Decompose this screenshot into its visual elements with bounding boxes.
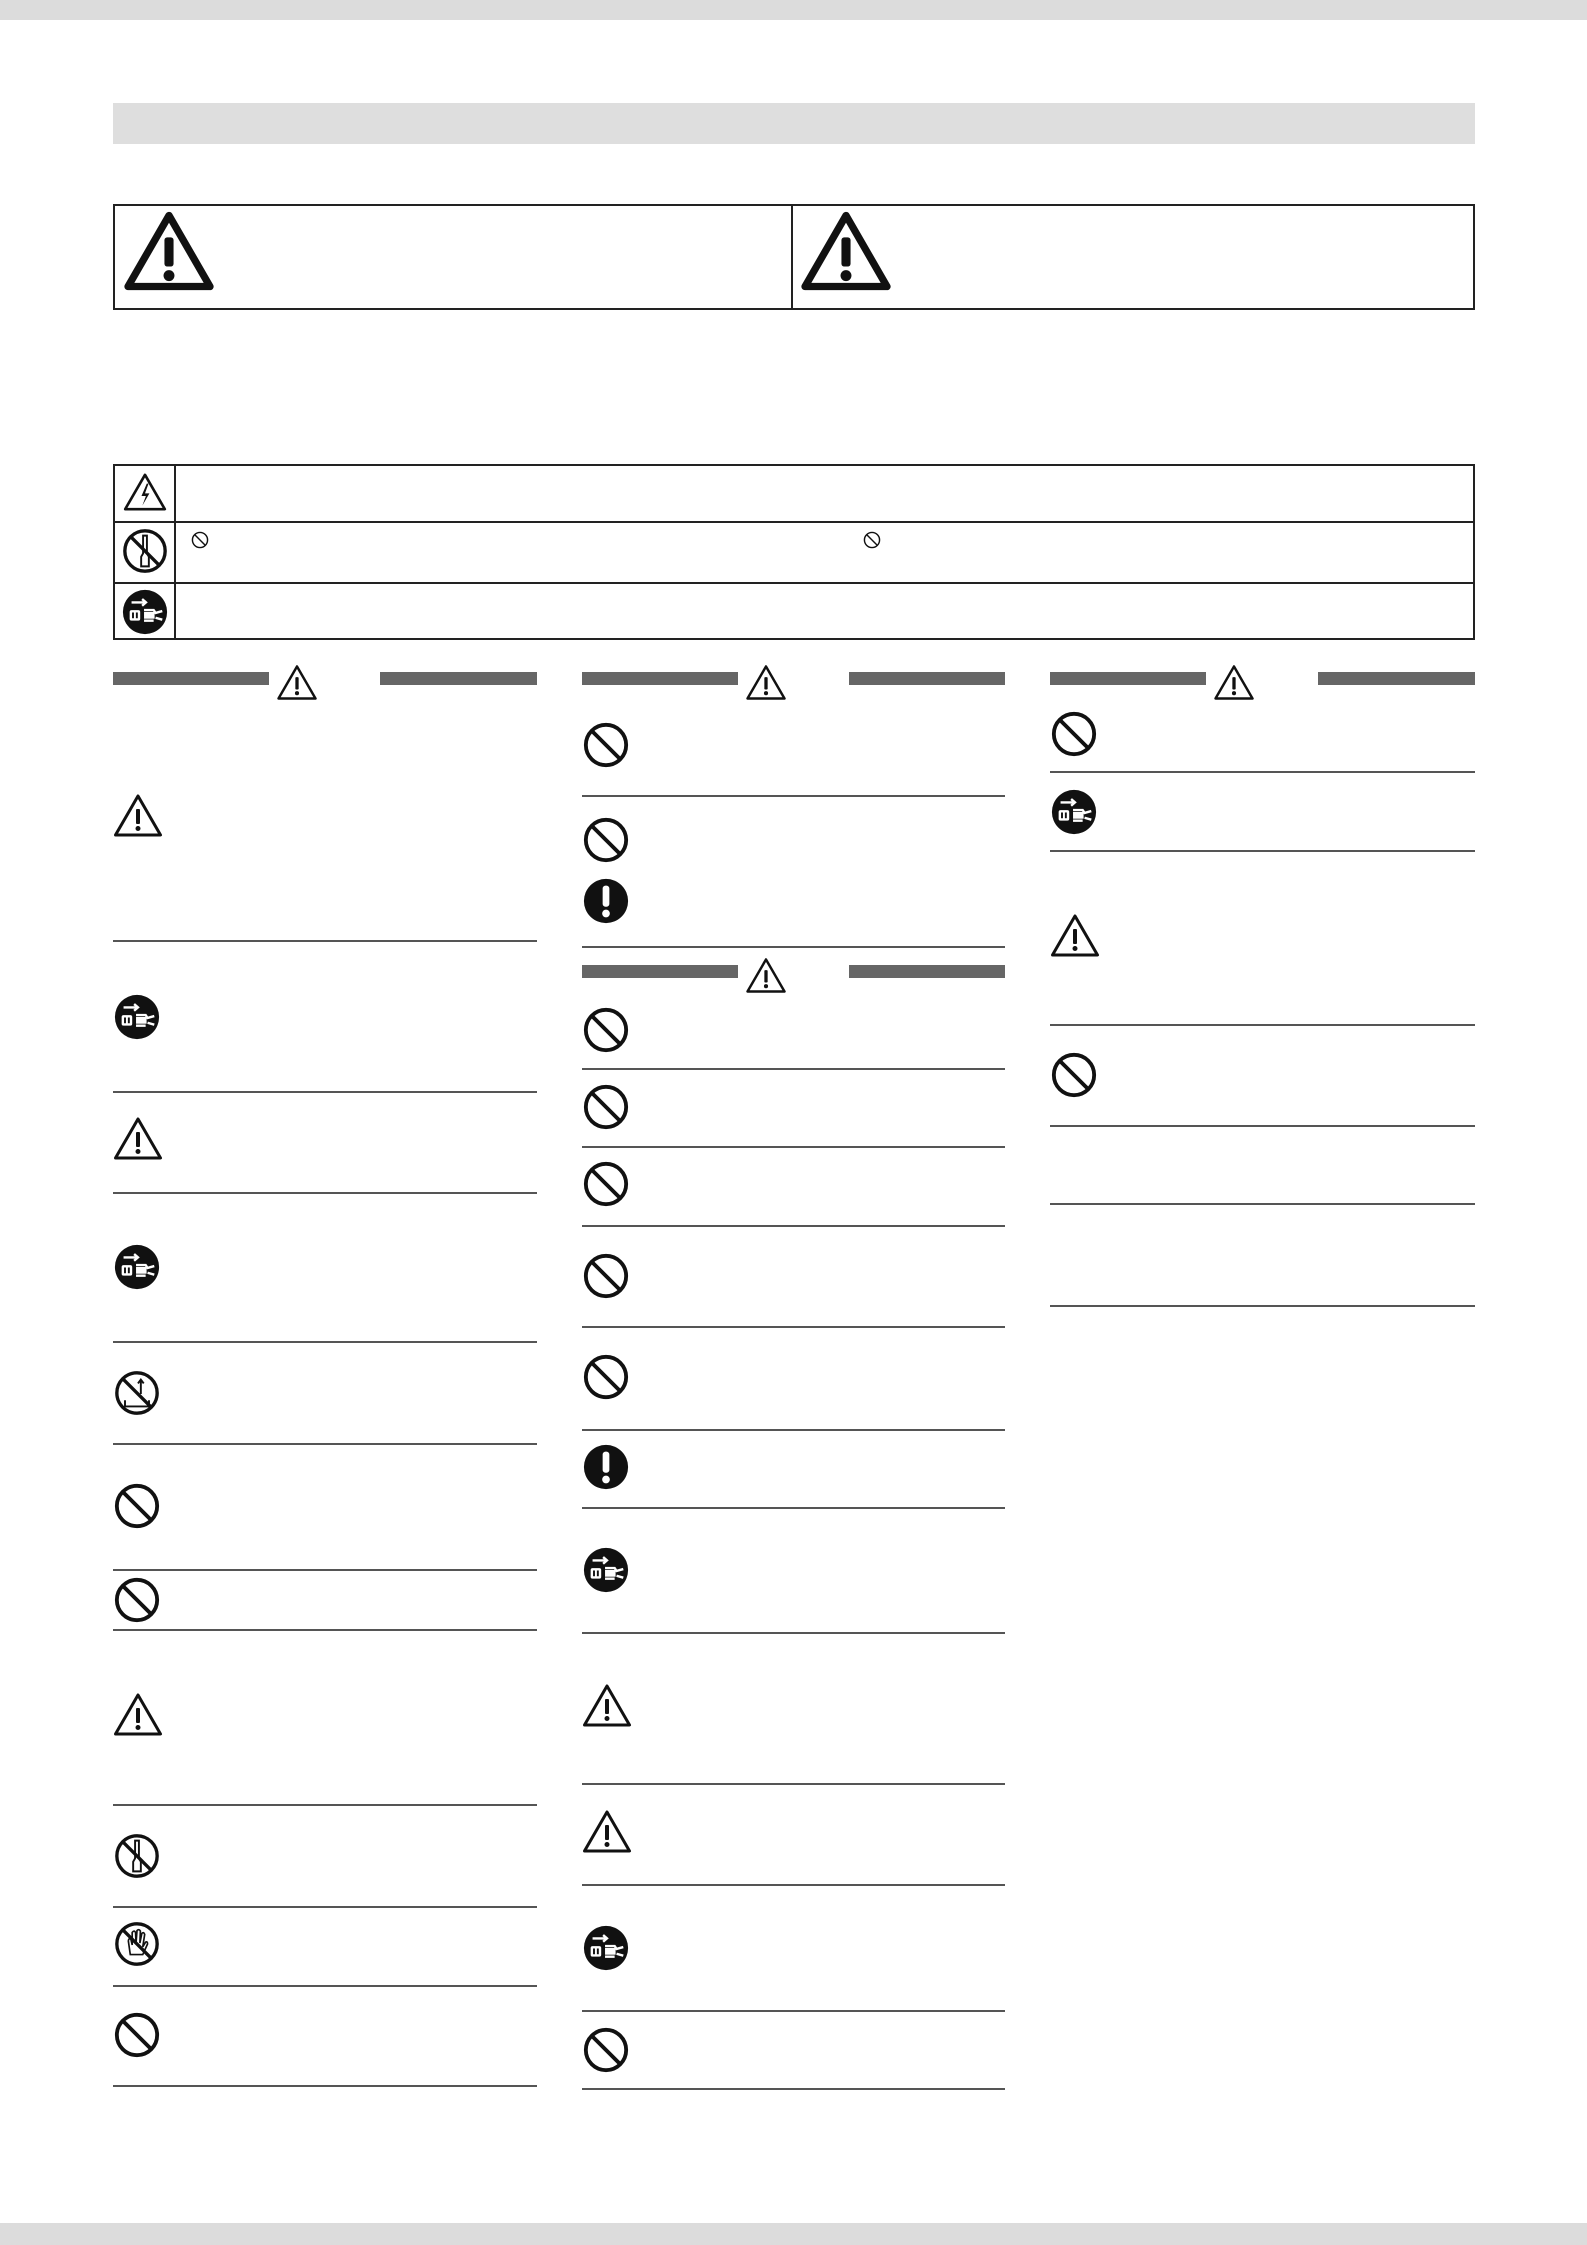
header-bar: [849, 965, 1005, 978]
header-bar: [849, 672, 1005, 685]
entry-divider: [582, 1146, 1005, 1148]
warning-triangle-icon: [582, 1683, 632, 1728]
entry-divider: [582, 1507, 1005, 1509]
entry-divider: [113, 1985, 537, 1987]
warning-triangle-icon: [113, 793, 163, 838]
warning-triangle-icon: [745, 957, 787, 994]
entry-divider: [1050, 1203, 1475, 1205]
entry-divider: [113, 940, 537, 942]
no-touch-icon: [113, 1920, 161, 1968]
warning-triangle-icon: [276, 664, 318, 701]
entry-divider: [582, 1884, 1005, 1886]
prohibited-icon: [582, 1160, 630, 1208]
unplug-icon: [113, 1243, 161, 1291]
legend-row-divider: [115, 521, 1473, 523]
small-prohibited-icon: [191, 531, 209, 549]
entry-divider: [113, 1341, 537, 1343]
legend-column-divider: [174, 466, 176, 638]
mandatory-icon: [582, 1443, 630, 1491]
prohibited-icon: [113, 1482, 161, 1530]
entry-divider: [1050, 771, 1475, 773]
prohibited-icon: [582, 816, 630, 864]
legend-row-divider: [115, 582, 1473, 584]
column-1-header: [113, 664, 537, 704]
prohibited-icon: [582, 1252, 630, 1300]
column-3-header: [1050, 664, 1475, 704]
prohibited-icon: [582, 1006, 630, 1054]
page-title-band: [113, 103, 1475, 144]
entry-divider: [113, 1629, 537, 1631]
entry-divider: [113, 1569, 537, 1571]
header-bar: [582, 965, 738, 978]
bottom-band: [0, 2223, 1587, 2245]
entry-divider: [113, 1192, 537, 1194]
entry-divider: [582, 946, 1005, 948]
unplug-icon: [582, 1924, 630, 1972]
entry-divider: [1050, 850, 1475, 852]
entry-divider: [113, 1091, 537, 1093]
warning-triangle-icon: [800, 210, 892, 292]
entry-divider: [582, 2010, 1005, 2012]
signal-box-divider: [791, 206, 793, 308]
symbol-legend-table: [113, 464, 1475, 640]
prohibited-icon: [113, 1576, 161, 1624]
unplug-icon: [113, 993, 161, 1041]
unplug-icon: [582, 1546, 630, 1594]
entry-divider: [113, 1906, 537, 1908]
entry-divider: [113, 2085, 537, 2087]
warning-triangle-icon: [113, 1692, 163, 1737]
warning-triangle-icon: [1050, 913, 1100, 958]
warning-triangle-icon: [745, 664, 787, 701]
column-2-subheader: [582, 957, 1005, 997]
header-bar: [113, 672, 269, 685]
warning-triangle-icon: [113, 1116, 163, 1161]
prohibited-icon: [1050, 710, 1098, 758]
entry-divider: [1050, 1305, 1475, 1307]
entry-divider: [582, 1632, 1005, 1634]
entry-divider: [113, 1804, 537, 1806]
entry-divider: [1050, 1125, 1475, 1127]
entry-divider: [582, 1429, 1005, 1431]
warning-triangle-icon: [123, 210, 215, 292]
mandatory-icon: [582, 877, 630, 925]
entry-divider: [582, 1068, 1005, 1070]
entry-divider: [113, 1443, 537, 1445]
column-2-header: [582, 664, 1005, 704]
entry-divider: [1050, 1024, 1475, 1026]
no-disassembly-icon: [113, 1832, 161, 1880]
entry-divider: [582, 1225, 1005, 1227]
prohibited-icon: [113, 2011, 161, 2059]
header-bar: [1050, 672, 1206, 685]
prohibited-icon: [1050, 1051, 1098, 1099]
signal-words-box: [113, 204, 1475, 310]
entry-divider: [582, 2088, 1005, 2090]
unplug-icon: [1050, 788, 1098, 836]
electric-shock-icon: [123, 472, 167, 512]
top-band: [0, 0, 1587, 20]
no-disassembly-icon: [121, 527, 169, 575]
prohibited-icon: [582, 2026, 630, 2074]
header-bar: [582, 672, 738, 685]
warning-triangle-icon: [1213, 664, 1255, 701]
unplug-icon: [121, 588, 169, 636]
header-bar: [1318, 672, 1475, 685]
entry-divider: [582, 1326, 1005, 1328]
warning-triangle-icon: [582, 1809, 632, 1854]
entry-divider: [582, 1783, 1005, 1785]
small-prohibited-icon: [863, 531, 881, 549]
no-wet-hands-icon: [113, 1369, 161, 1417]
prohibited-icon: [582, 1353, 630, 1401]
prohibited-icon: [582, 1083, 630, 1131]
entry-divider: [582, 795, 1005, 797]
header-bar: [380, 672, 537, 685]
prohibited-icon: [582, 721, 630, 769]
